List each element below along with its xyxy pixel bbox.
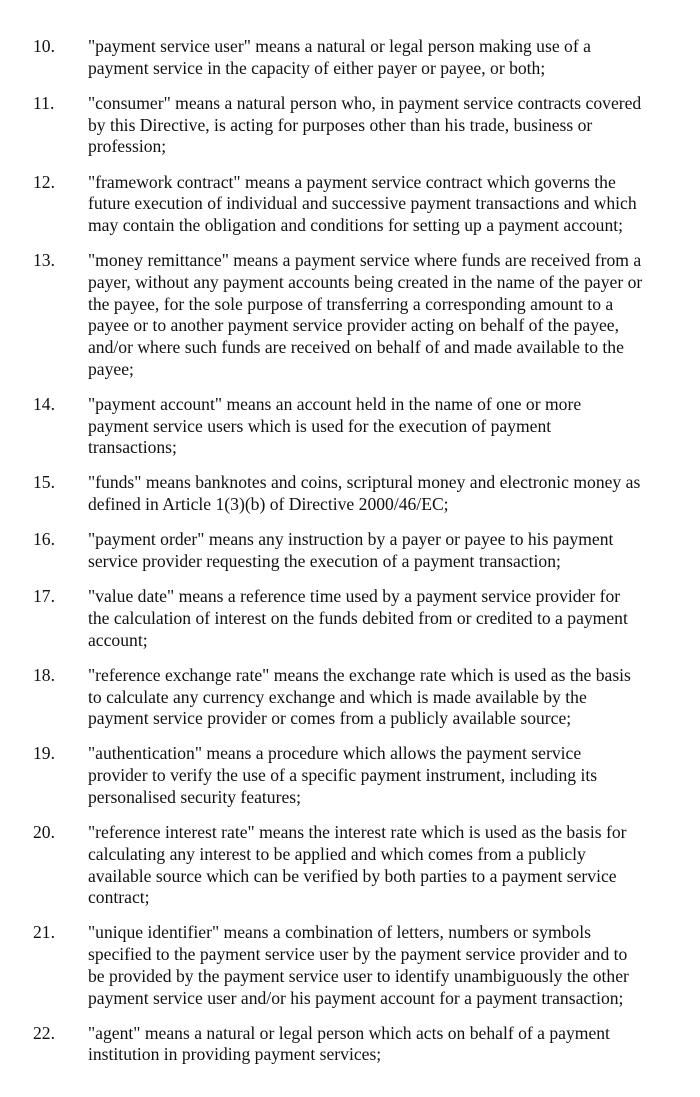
definition-text-line: available source which can be verified by both parties to a payment service [88,865,617,886]
definition-text-line: "reference interest rate" means the interest rate which is used as the basis for [88,822,627,843]
definition-text-line: payer, without any payment accounts being created in the name of the payer or [88,271,643,292]
definition-text-line: provider to verify the use of a specific payment instrument, including its [88,765,598,786]
definition-text-line: payment service user and/or his payment account for a payment transaction; [88,987,624,1008]
definition-number: 22. [33,1022,55,1043]
definition-text-line: institution in providing payment services; [88,1044,382,1065]
definition-number: 15. [33,472,55,493]
definitions-list [0,36,700,1080]
definition-text-line: to calculate any currency exchange and which is made available by the [88,686,587,707]
definition-number: 16. [33,529,55,550]
definition-number: 18. [33,664,55,685]
definition-text-line: "money remittance" means a payment service where funds are received from a [88,250,642,271]
definition-text-line: "agent" means a natural or legal person which acts on behalf of a payment [88,1022,610,1043]
definition-text-line: "funds" means banknotes and coins, scriptural money and electronic money as [88,472,641,493]
definition-text-line: profession; [88,136,167,157]
definition-text-line: may contain the obligation and conditions for setting up a payment account; [88,214,624,235]
definition-text-line: specified to the payment service user by the payment service provider and to [88,944,628,965]
definition-text-line: payment service users which is used for the execution of payment [88,415,552,436]
definition-number: 20. [33,822,55,843]
definition-text [88,529,688,572]
definition-text [88,822,688,909]
definition-text [88,172,688,237]
definition-text-line: "payment account" means an account held in the name of one or more [88,393,582,414]
definition-item [0,1023,700,1066]
definition-text [88,36,688,79]
definition-text-line: "unique identifier" means a combination of letters, numbers or symbols [88,922,591,943]
definition-text [88,586,688,651]
definition-item [0,743,700,808]
definition-text-line: payee; [88,358,134,379]
definition-number: 10. [33,36,55,56]
definition-text-line: the calculation of interest on the funds debited from or credited to a payment [88,607,628,628]
definition-text-line: "payment service user" means a natural or legal person making use of a [88,36,591,56]
definition-text-line: "reference exchange rate" means the exchange rate which is used as the basis [88,664,631,685]
definition-item [0,822,700,909]
definition-text-line: account; [88,629,148,650]
definition-text-line: "payment order" means any instruction by a payer or payee to his payment [88,529,614,550]
definition-text-line: payment service provider or comes from a publicly available source; [88,708,572,729]
definition-text [88,93,688,158]
definition-text [88,394,688,459]
definition-number: 12. [33,171,55,192]
definition-item [0,586,700,651]
definition-text [88,1023,688,1066]
definition-text-line: personalised security features; [88,786,301,807]
definition-text-line: "value date" means a reference time used by a payment service provider for [88,586,621,607]
definition-number: 21. [33,922,55,943]
definition-number: 14. [33,393,55,414]
definition-text-line: "framework contract" means a payment service contract which governs the [88,171,616,192]
definition-text-line: be provided by the payment service user to identify unambiguously the other [88,965,629,986]
definition-item [0,93,700,158]
definition-text-line: payment service in the capacity of either payer or payee, or both; [88,57,546,78]
definition-item [0,472,700,515]
definition-number: 17. [33,586,55,607]
definition-text [88,665,688,730]
definition-number: 11. [33,92,55,113]
definition-text-line: by this Directive, is acting for purposes other than his trade, business or [88,114,593,135]
definition-text-line: payee or to another payment service provider acting on behalf of the payee, [88,315,620,336]
definition-text-line: calculating any interest to be applied and which comes from a publicly [88,843,586,864]
definition-text-line: "authentication" means a procedure which allows the payment service [88,743,582,764]
definition-text-line: "consumer" means a natural person who, in payment service contracts covered [88,92,642,113]
definition-text-line: the payee, for the sole purpose of transferring a corresponding amount to a [88,293,614,314]
definition-text-line: and/or where such funds are received on behalf of and made available to the [88,336,624,357]
definition-text-line: service provider requesting the execution of a payment transaction; [88,551,561,572]
definition-item [0,36,700,79]
definition-item [0,529,700,572]
definition-number: 13. [33,250,55,271]
definition-text [88,250,688,380]
definition-text-line: contract; [88,887,150,908]
definition-text-line: defined in Article 1(3)(b) of Directive 2000/46/EC; [88,494,449,515]
definition-item [0,922,700,1009]
definition-item [0,394,700,459]
definition-item [0,665,700,730]
definition-text [88,922,688,1009]
definition-item [0,172,700,237]
definition-item [0,250,700,380]
definition-text [88,472,688,515]
definition-text-line: transactions; [88,437,177,458]
definition-text [88,743,688,808]
definition-number: 19. [33,743,55,764]
definition-text-line: future execution of individual and successive payment transactions and which [88,193,637,214]
